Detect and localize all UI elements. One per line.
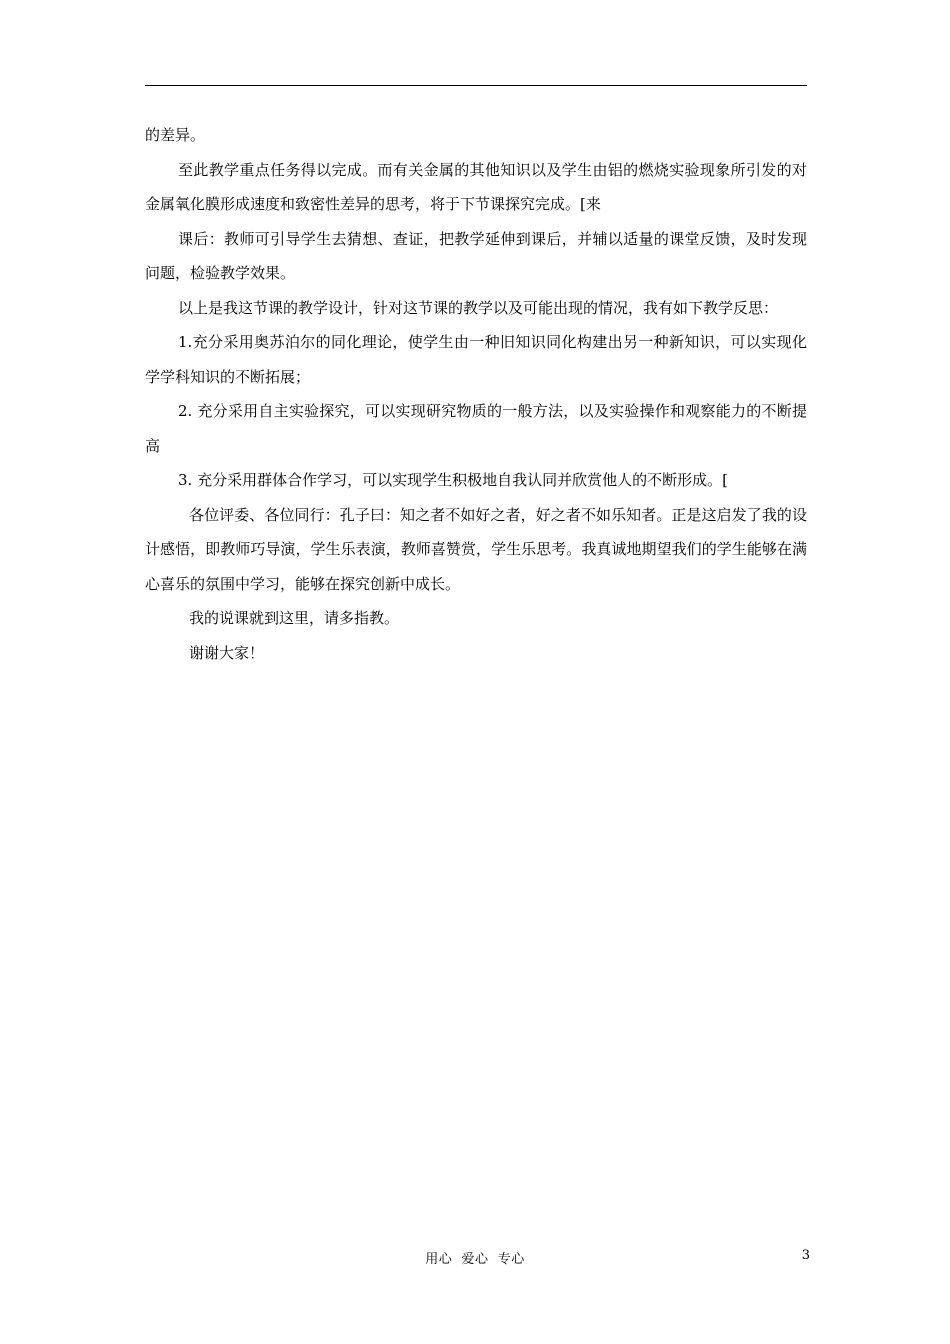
paragraph-reflection-intro: 以上是我这节课的教学设计，针对这节课的教学以及可能出现的情况，我有如下教学反思： [178,298,779,317]
page-number: 3 [801,1248,810,1263]
paragraph-continuation: 的差异。 [145,126,206,144]
document-body [145,118,807,670]
paragraph-summary: 至此教学重点任务得以完成。而有关金属的其他知识以及学生由铝的燃烧实验现象所引发的对金属氧化膜形成速度和致密性差异的思考，将于下节课探究完成。[来 [145,160,807,213]
paragraph-reflection-2: 2. 充分采用自主实验探究，可以实现研究物质的一般方法，以及实验操作和观察能力的不断提高 [145,402,807,455]
paragraph-conclusion: 我的说课就到这里，请多指教。 [189,609,400,627]
paragraph-reflection-3: 3. 充分采用群体合作学习，可以实现学生积极地自我认同并欣赏他人的不断形成。[ [178,471,728,489]
paragraph-thanks: 谢谢大家！ [189,643,265,662]
paragraph-reflection-1: 1.充分采用奥苏泊尔的同化理论，使学生由一种旧知识同化构建出另一种新知识，可以实现化学学科知识的不断拓展； [145,333,807,386]
paragraph-after-class: 课后：教师可引导学生去猜想、查证，把教学延伸到课后，并辅以适量的课堂反馈，及时发现问题，检验教学效果。 [145,229,807,282]
header-rule [145,85,807,86]
footer-motto: 用心 爱心 专心 [425,1252,525,1267]
paragraph-closing-remarks: 各位评委、各位同行：孔子曰：知之者不如好之者，好之者不如乐知者。正是这启发了我的设计感悟，即教师巧导演，学生乐表演，教师喜赞赏，学生乐思考。我真诚地期望我们的学生能够在满心喜乐的氛围中学习，能够在探究创新中成长。 [145,505,807,593]
